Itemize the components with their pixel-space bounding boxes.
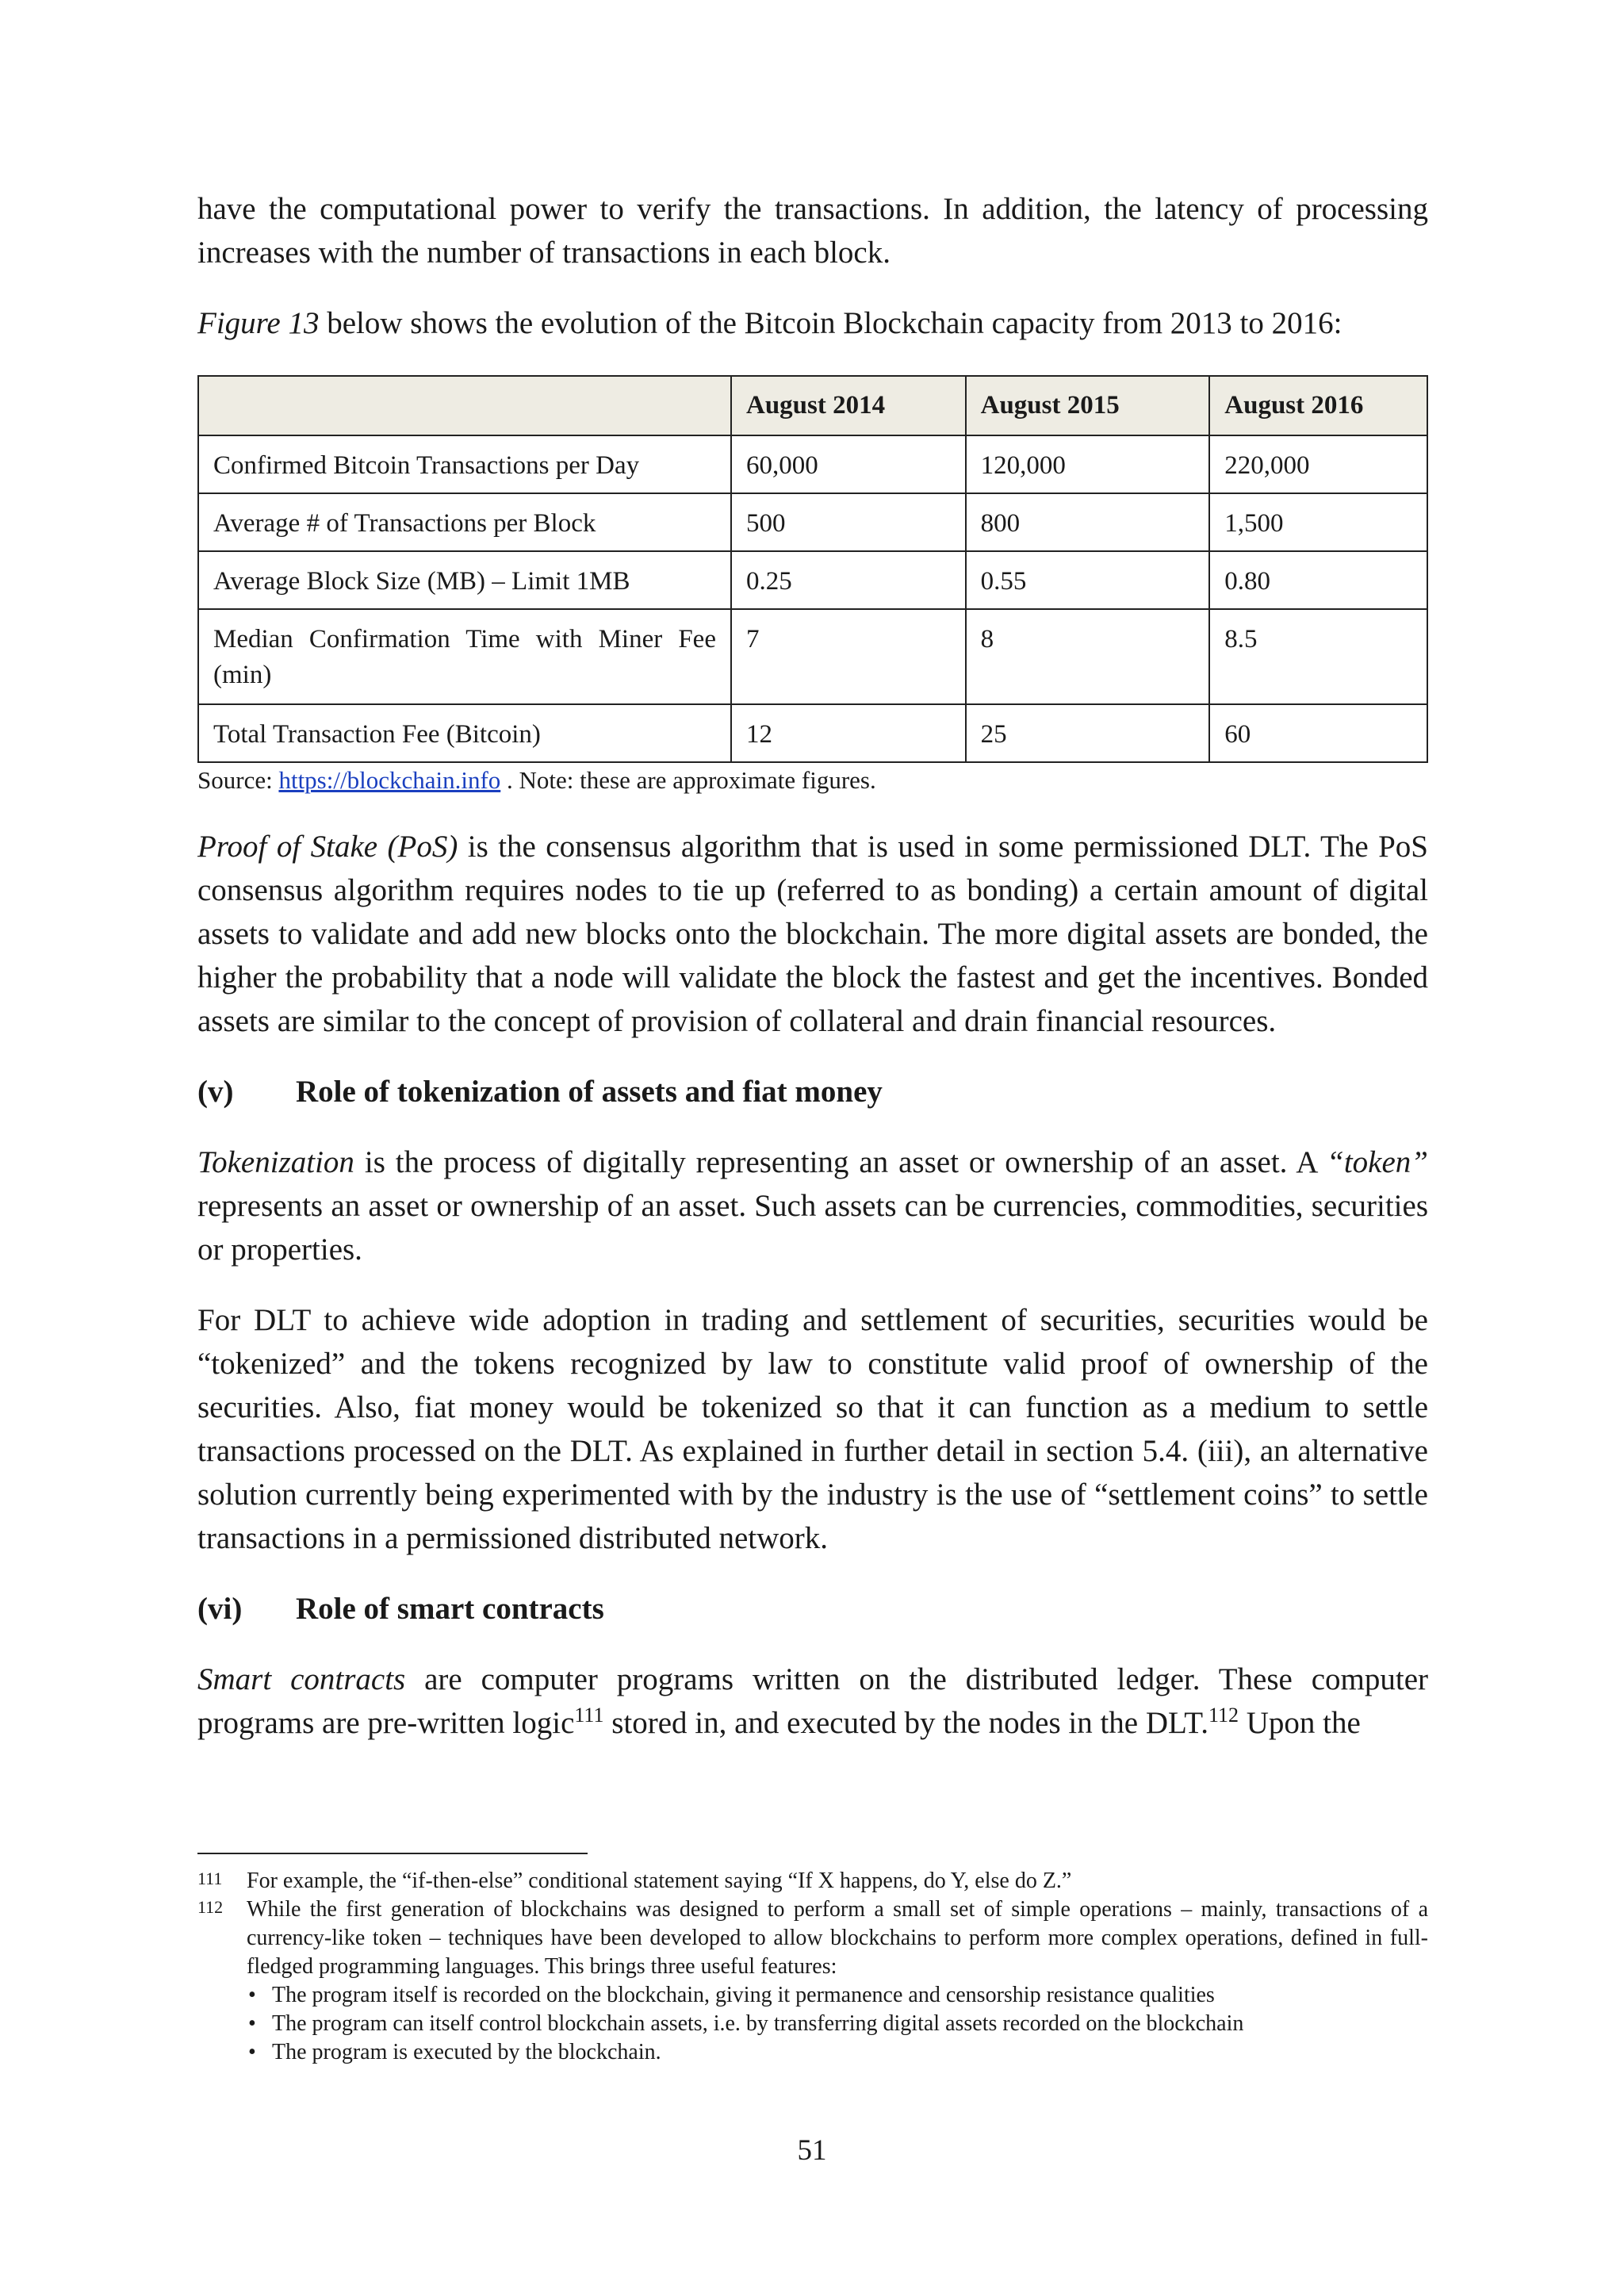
tokenization-text: represents an asset or ownership of an asset. Such assets can be currencies, commodities, securities or properties. xyxy=(197,1189,1428,1267)
table-header-cell xyxy=(198,376,731,435)
table-row xyxy=(198,435,1427,493)
figure-reference-paragraph xyxy=(197,301,1428,345)
row-label: Median Confirmation Time with Miner Fee (min) xyxy=(198,609,731,704)
list-item: • The program can itself control blockchain assets, i.e. by transferring digital assets recorded on the blockchain xyxy=(247,2010,1428,2038)
row-label: Average # of Transactions per Block xyxy=(198,493,731,551)
table-header-cell: August 2015 xyxy=(966,376,1210,435)
table-cell: 8 xyxy=(966,609,1210,704)
table-row xyxy=(198,493,1427,551)
table-cell: 0.55 xyxy=(966,551,1210,609)
page-body xyxy=(197,187,1428,1745)
footnote-mark: 112 xyxy=(197,1897,224,1917)
section-title: Role of smart contracts xyxy=(296,1592,604,1626)
row-label: Confirmed Bitcoin Transactions per Day xyxy=(198,435,731,493)
pos-paragraph xyxy=(197,825,1428,1043)
source-suffix: . Note: these are approximate figures. xyxy=(500,766,876,794)
tokenization-paragraph xyxy=(197,1140,1428,1271)
source-prefix: Source: xyxy=(197,766,279,794)
table-cell: 12 xyxy=(731,704,966,762)
pos-term: Proof of Stake (PoS) xyxy=(197,830,458,864)
figure-reference-text: below shows the evolution of the Bitcoin Blockchain capacity from 2013 to 2016: xyxy=(319,306,1342,340)
table-header-row xyxy=(198,376,1427,435)
intro-paragraph: have the computational power to verify the transactions. In addition, the latency of processing increases with the number of transactions in each block. xyxy=(197,192,1428,270)
table-cell: 7 xyxy=(731,609,966,704)
table-cell: 120,000 xyxy=(966,435,1210,493)
smart-contracts-paragraph xyxy=(197,1658,1428,1745)
row-label: Average Block Size (MB) – Limit 1MB xyxy=(198,551,731,609)
pos-text: is the consensus algorithm that is used in some permissioned DLT. The PoS consensus algorithm requires nodes to tie up (referred to as bonding) a certain amount of digital assets to validate and add new blocks onto the blockchain. The more digital assets are bonded, the higher the probability that a node will validate the block the fastest and get the incentives. Bonded assets are similar to the concept of provision of collateral and drain financial resources. xyxy=(197,830,1429,1038)
table-header-cell: August 2014 xyxy=(731,376,966,435)
table-row xyxy=(198,704,1427,762)
section-title: Role of tokenization of assets and fiat money xyxy=(296,1075,883,1109)
table-cell: 800 xyxy=(966,493,1210,551)
table-cell: 8.5 xyxy=(1209,609,1427,704)
footnote-bullet-list xyxy=(247,1981,1428,2067)
token-term: “token” xyxy=(1327,1145,1428,1179)
smart-contracts-term: Smart contracts xyxy=(197,1662,406,1696)
smart-contracts-text: are computer programs written on the distributed ledger. These computer programs are pre-written logic xyxy=(197,1662,1428,1740)
table-header-cell: August 2016 xyxy=(1209,376,1427,435)
footnote-ref-112[interactable]: 112 xyxy=(1208,1704,1239,1727)
footnote-112 xyxy=(197,1895,1428,2067)
tokenization-text: is the process of digitally representing an asset or ownership of an asset. A xyxy=(354,1145,1327,1179)
page-number: 51 xyxy=(797,2134,827,2167)
list-item: • The program itself is recorded on the blockchain, giving it permanence and censorship resistance qualities xyxy=(247,1981,1428,2010)
smart-contracts-text: stored in, and executed by the nodes in the DLT. xyxy=(603,1706,1208,1740)
table-cell: 500 xyxy=(731,493,966,551)
footnote-text: While the first generation of blockchains was designed to perform a small set of simple operations – mainly, transactions of a currency-like token – techniques have been developed to allow blockchains to perform more complex operations, defined in full-fledged programming languages. This brings three useful features: xyxy=(247,1897,1428,1979)
footnote-111 xyxy=(197,1867,1428,1895)
section-heading-v xyxy=(197,1070,1428,1114)
footnote-text: For example, the “if-then-else” conditional statement saying “If X happens, do Y, else do Z.” xyxy=(247,1869,1072,1893)
footnote-separator xyxy=(197,1853,588,1854)
list-item: • The program is executed by the blockchain. xyxy=(247,2038,1428,2067)
dlt-adoption-paragraph: For DLT to achieve wide adoption in trading and settlement of securities, securities would be “tokenized” and the tokens recognized by law to constitute valid proof of ownership of the securities. Also, fiat money would be tokenized so that it can function as a medium to settle transactions processed on the DLT. As explained in further detail in section 5.4. (iii), an alternative solution currently being experimented with by the industry is the use of “settlement coins” to settle transactions in a permissioned distributed network. xyxy=(197,1303,1428,1555)
footnote-body xyxy=(247,1895,1428,2067)
table-row xyxy=(198,609,1427,704)
table-cell: 0.25 xyxy=(731,551,966,609)
table-source-note xyxy=(197,765,1428,796)
tokenization-term: Tokenization xyxy=(197,1145,354,1179)
blockchain-capacity-table xyxy=(197,375,1428,763)
smart-contracts-text: Upon the xyxy=(1239,1706,1361,1740)
table-cell: 1,500 xyxy=(1209,493,1427,551)
section-number: (v) xyxy=(197,1075,234,1109)
footnote-ref-111[interactable]: 111 xyxy=(574,1704,604,1727)
section-number: (vi) xyxy=(197,1592,243,1626)
footnote-mark: 111 xyxy=(197,1869,223,1888)
row-label: Total Transaction Fee (Bitcoin) xyxy=(198,704,731,762)
section-heading-vi xyxy=(197,1587,1428,1631)
table-cell: 25 xyxy=(966,704,1210,762)
footnotes xyxy=(197,1867,1428,2067)
table-row xyxy=(198,551,1427,609)
source-link[interactable]: https://blockchain.info xyxy=(278,766,501,794)
table-cell: 60,000 xyxy=(731,435,966,493)
figure-label: Figure 13 xyxy=(197,306,320,340)
table-cell: 60 xyxy=(1209,704,1427,762)
table-cell: 0.80 xyxy=(1209,551,1427,609)
table-cell: 220,000 xyxy=(1209,435,1427,493)
